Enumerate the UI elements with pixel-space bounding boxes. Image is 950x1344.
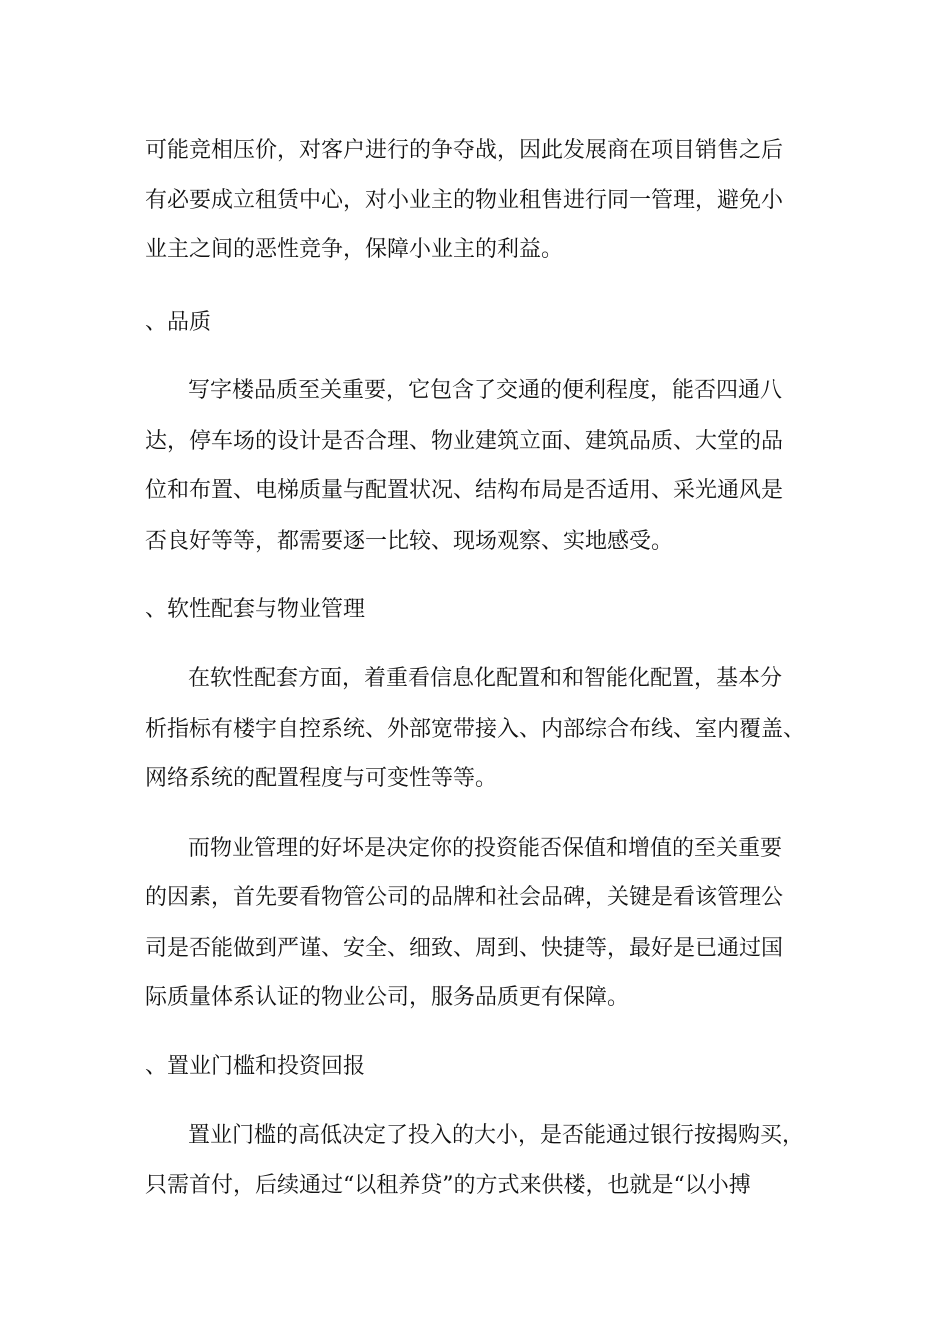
body-text-line: 在软性配套方面，着重看信息化配置和和智能化配置，基本分 xyxy=(188,666,783,691)
body-text-line: 只需首付，后续通过“以租养贷”的方式来供楼，也就是“以小搏 xyxy=(145,1173,751,1198)
body-text-line: 而物业管理的好坏是决定你的投资能否保值和增值的至关重要 xyxy=(188,836,783,861)
body-text-line: 业主之间的恶性竞争，保障小业主的利益。 xyxy=(145,237,564,262)
body-text-line: 达，停车场的设计是否合理、物业建筑立面、建筑品质、大堂的品 xyxy=(145,429,784,454)
section-heading: 、品质 xyxy=(145,310,212,335)
body-text-line: 司是否能做到严谨、安全、细致、周到、快捷等，最好是已通过国 xyxy=(145,936,784,961)
body-text-line: 写字楼品质至关重要，它包含了交通的便利程度，能否四通八 xyxy=(188,378,783,403)
body-text-line: 置业门槛的高低决定了投入的大小，是否能通过银行按揭购买， xyxy=(188,1123,805,1148)
body-text-line: 位和布置、电梯质量与配置状况、结构布局是否适用、采光通风是 xyxy=(145,478,784,503)
section-heading: 、软性配套与物业管理 xyxy=(145,597,366,622)
body-text-line: 有必要成立租赁中心，对小业主的物业租售进行同一管理，避免小 xyxy=(145,188,784,213)
body-text-line: 析指标有楼宇自控系统、外部宽带接入、内部综合布线、室内覆盖、 xyxy=(145,717,806,742)
body-text-line: 的因素，首先要看物管公司的品牌和社会品碑，关键是看该管理公 xyxy=(145,885,784,910)
section-heading: 、置业门槛和投资回报 xyxy=(145,1054,366,1079)
body-text-line: 可能竞相压价，对客户进行的争夺战，因此发展商在项目销售之后 xyxy=(145,138,784,163)
body-text-line: 际质量体系认证的物业公司，服务品质更有保障。 xyxy=(145,985,630,1010)
body-text-line: 网络系统的配置程度与可变性等等。 xyxy=(145,766,498,791)
body-text-line: 否良好等等，都需要逐一比较、现场观察、实地感受。 xyxy=(145,529,674,554)
